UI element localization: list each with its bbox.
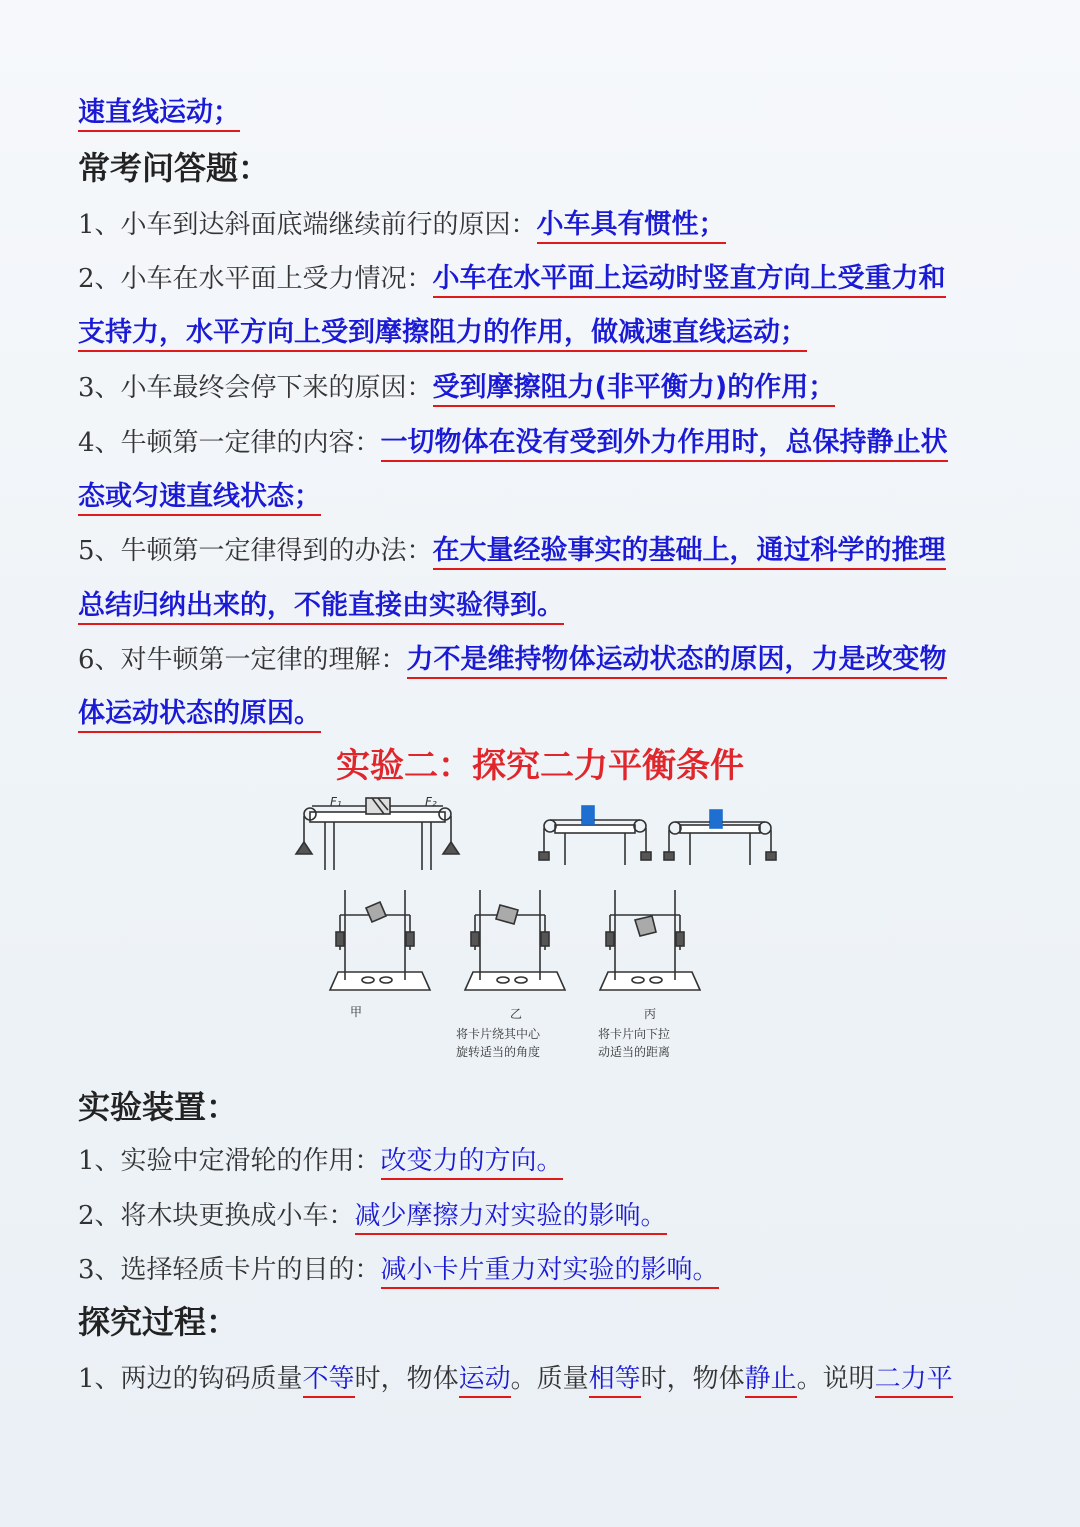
question-text: 4、牛顿第一定律的内容： bbox=[78, 428, 381, 458]
answer-text: 支持力，水平方向上受到摩擦阻力的作用，做减速直线运动； bbox=[78, 317, 807, 352]
qa-item-5-cont bbox=[78, 583, 564, 622]
qa-item-5 bbox=[78, 528, 946, 567]
qa-item-6 bbox=[78, 637, 947, 676]
process-item-1 bbox=[78, 1358, 953, 1395]
caption-jia: 甲 bbox=[350, 1005, 363, 1019]
qa-item-2-cont bbox=[78, 310, 807, 349]
blank-answer: 不等 bbox=[303, 1364, 355, 1398]
answer-text: 态或匀速直线状态； bbox=[78, 481, 321, 516]
question-text: 3、选择轻质卡片的目的： bbox=[78, 1255, 381, 1285]
blank-answer: 运动 bbox=[459, 1364, 511, 1398]
question-text: 1、小车到达斜面底端继续前行的原因： bbox=[78, 210, 537, 240]
caption-yi: 乙 bbox=[510, 1007, 523, 1021]
apparatus-item-2 bbox=[78, 1195, 667, 1232]
question-text: 6、对牛顿第一定律的理解： bbox=[78, 645, 407, 675]
answer-text: 总结归纳出来的，不能直接由实验得到。 bbox=[78, 590, 564, 625]
experiment-title: 实验二：探究二力平衡条件 bbox=[336, 746, 744, 786]
qa-item-1 bbox=[78, 202, 726, 241]
stand-apparatus-bing bbox=[600, 890, 700, 990]
qa-item-4 bbox=[78, 420, 948, 459]
answer-text: 小车具有惯性； bbox=[537, 209, 726, 244]
table-apparatus-3 bbox=[664, 810, 776, 865]
caption-yi-note-2: 旋转适当的角度 bbox=[456, 1045, 541, 1059]
experiment-apparatus-figure bbox=[290, 790, 790, 1070]
qa-item-6-cont bbox=[78, 691, 321, 730]
section-heading-process: 探究过程： bbox=[78, 1303, 239, 1341]
blank-answer: 静止 bbox=[745, 1364, 797, 1398]
process-text: 时，物体 bbox=[640, 1364, 745, 1394]
apparatus-item-1 bbox=[78, 1140, 563, 1177]
apparatus-item-3 bbox=[78, 1249, 719, 1286]
blank-answer: 相等 bbox=[589, 1364, 641, 1398]
blank-answer: 二力平 bbox=[875, 1364, 953, 1398]
answer-text: 体运动状态的原因。 bbox=[78, 698, 321, 733]
answer-text: 力不是维持物体运动状态的原因，力是改变物 bbox=[407, 644, 947, 679]
answer-text: 改变力的方向。 bbox=[381, 1146, 563, 1180]
process-text: 1、两边的钩码质量 bbox=[78, 1364, 303, 1394]
qa-item-2 bbox=[78, 256, 946, 295]
caption-yi-note-1: 将卡片绕其中心 bbox=[456, 1027, 541, 1041]
answer-text: 小车在水平面上运动时竖直方向上受重力和 bbox=[433, 263, 946, 298]
qa-item-3 bbox=[78, 365, 835, 404]
answer-text: 在大量经验事实的基础上，通过科学的推理 bbox=[433, 535, 946, 570]
qa-item-4-cont bbox=[78, 474, 321, 513]
process-text: 时，物体 bbox=[354, 1364, 459, 1394]
label-f2: F₂ bbox=[425, 795, 437, 809]
process-text: 。说明 bbox=[796, 1364, 875, 1394]
answer-text: 减小卡片重力对实验的影响。 bbox=[381, 1255, 719, 1289]
label-f1: F₁ bbox=[330, 795, 342, 809]
section-heading-qa: 常考问答题： bbox=[78, 149, 271, 187]
question-text: 1、实验中定滑轮的作用： bbox=[78, 1146, 381, 1176]
question-text: 2、将木块更换成小车： bbox=[78, 1201, 355, 1231]
caption-bing: 丙 bbox=[644, 1007, 657, 1021]
question-text: 2、小车在水平面上受力情况： bbox=[78, 264, 433, 294]
stand-apparatus-yi bbox=[465, 890, 565, 990]
answer-text: 受到摩擦阻力(非平衡力)的作用； bbox=[433, 372, 836, 407]
question-text: 3、小车最终会停下来的原因： bbox=[78, 373, 433, 403]
answer-text: 减少摩擦力对实验的影响。 bbox=[355, 1201, 667, 1235]
process-text: 。质量 bbox=[510, 1364, 589, 1394]
answer-text: 速直线运动； bbox=[78, 97, 240, 132]
caption-bing-note-1: 将卡片向下拉 bbox=[598, 1027, 671, 1041]
stand-apparatus-jia bbox=[330, 890, 430, 990]
answer-text: 一切物体在没有受到外力作用时，总保持静止状 bbox=[381, 427, 948, 462]
question-text: 5、牛顿第一定律得到的办法： bbox=[78, 536, 433, 566]
caption-bing-note-2: 动适当的距离 bbox=[598, 1045, 671, 1059]
table-apparatus-2 bbox=[539, 806, 651, 865]
section-heading-apparatus: 实验装置： bbox=[78, 1088, 239, 1126]
intro-line bbox=[78, 90, 240, 129]
